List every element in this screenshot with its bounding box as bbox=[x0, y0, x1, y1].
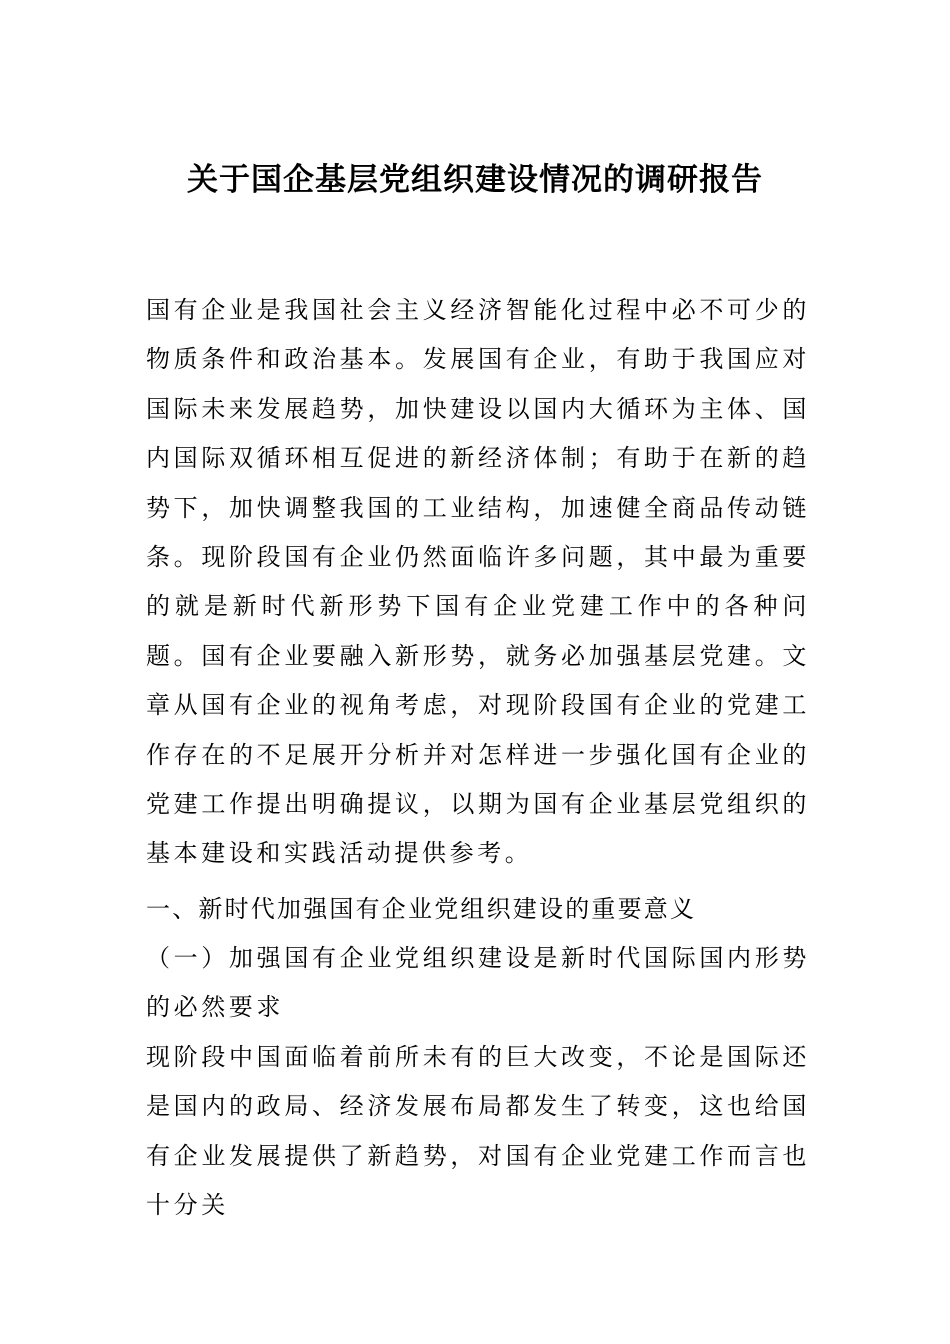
document-title: 关于国企基层党组织建设情况的调研报告 bbox=[187, 162, 763, 198]
section-heading-1: 一、新时代加强国有企业党组织建设的重要意义 bbox=[146, 895, 697, 923]
body-paragraph: 现阶段中国面临着前所未有的巨大改变，不论是国际还是国内的政局、经济发展布局都发生了转变，这也给国有企业发展提供了新趋势，对国有企业党建工作而言也十分关 bbox=[146, 1043, 810, 1220]
subsection-heading-1-1: （一）加强国有企业党组织建设是新时代国际国内形势的必然要求 bbox=[146, 944, 810, 1022]
intro-paragraph: 国有企业是我国社会主义经济智能化过程中必不可少的物质条件和政治基本。发展国有企业，有助于我国应对国际未来发展趋势，加快建设以国内大循环为主体、国内国际双循环相互促进的新经济体制；有助于在新的趋势下，加快调整我国的工业结构，加速健全商品传动链条。现阶段国有企业仍然面临许多问题，其中最为重要的就是新时代新形势下国有企业党建工作中的各种问题。国有企业要融入新形势，就务必加强基层党建。文章从国有企业的视角考虑，对现阶段国有企业的党建工作存在的不足展开分析并对怎样进一步强化国有企业的党建工作提出明确提议，以期为国有企业基层党组织的基本建设和实践活动提供参考。 bbox=[146, 296, 810, 868]
